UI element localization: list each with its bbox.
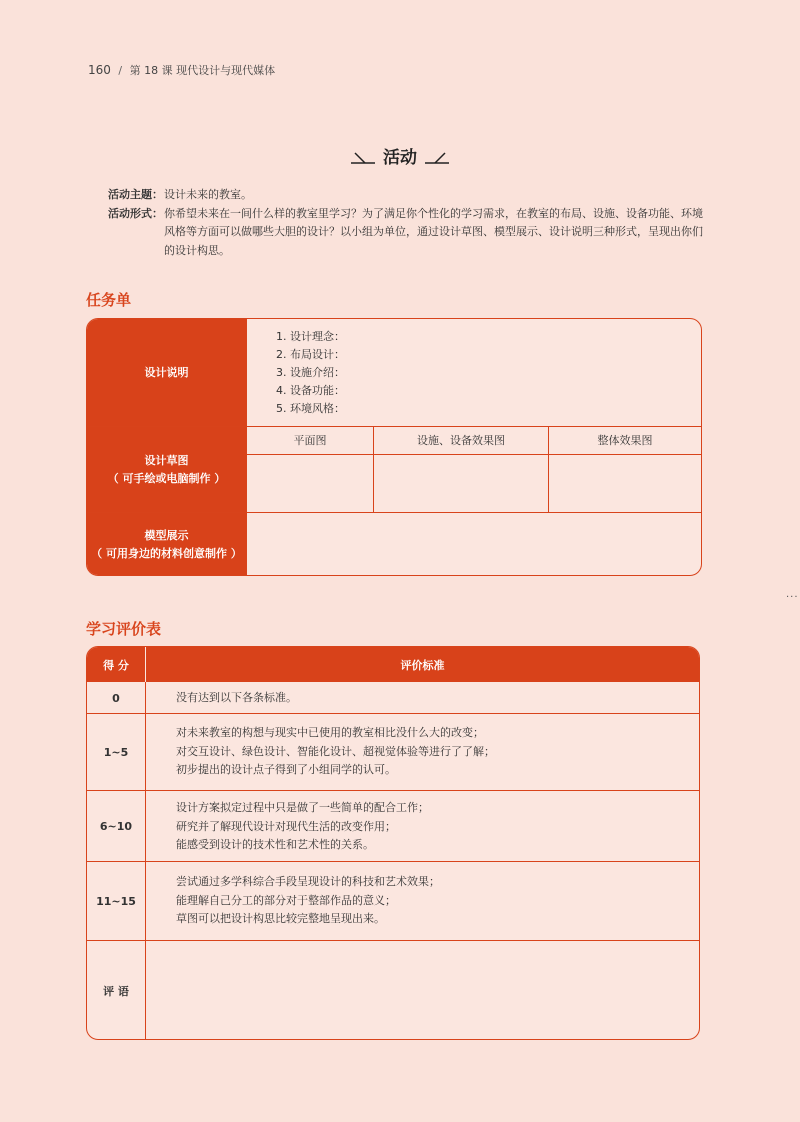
design-item: 4. 设备功能： [276, 384, 345, 397]
row-divider [87, 713, 699, 714]
task-label-design-sketch [87, 427, 246, 512]
criteria-line: 没有达到以下各条标准。 [176, 691, 297, 704]
sketch-column-header: 整体效果图 [597, 434, 653, 447]
sketch-column-header: 平面图 [293, 434, 327, 447]
criteria-line: 能感受到设计的技术性和艺术性的关系。 [176, 838, 374, 851]
left-slash-decoration-icon [349, 151, 377, 165]
activity-theme [108, 186, 706, 205]
row-divider [87, 861, 699, 862]
task-label-text: 设计草图 [144, 453, 189, 467]
score-cell: 6~10 [99, 819, 133, 833]
page-number: 160 [88, 63, 111, 77]
design-item: 2. 布局设计： [276, 348, 345, 361]
design-item: 5. 环境风格： [276, 402, 345, 415]
task-sheet-title: 任务单 [86, 291, 132, 309]
activity-form [108, 205, 706, 261]
criteria-cell [176, 873, 440, 929]
theme-label: 活动主题： [108, 188, 163, 201]
header-divider [145, 647, 146, 682]
task-label-sub: （ 可手绘或电脑制作 ） [107, 471, 226, 485]
criteria-line: 能理解自己分工的部分对于整部作品的意义； [176, 893, 396, 907]
form-label: 活动形式： [108, 206, 163, 220]
evaluation-title: 学习评价表 [86, 620, 162, 638]
column-header-divider [246, 454, 701, 455]
header-separator: / [118, 64, 123, 77]
evaluation-table [86, 646, 700, 1040]
row-divider [87, 512, 701, 513]
score-cell: 0 [112, 691, 120, 705]
task-label-sub: （ 可用身边的材料创意制作 ） [91, 547, 242, 560]
page-header [88, 62, 275, 78]
task-label-text: 设计说明 [144, 365, 189, 379]
form-text: 你希望未来在一间什么样的教室里学习？为了满足你个性化的学习需求，在教室的布局、设施、设备功能、环境风格等方面可以做哪些大胆的设计？以小组为单位，通过设计草图、模型展示、设计说明三种形式，呈现出你们的设计构思。 [164, 206, 703, 257]
criteria-cell [176, 724, 495, 780]
activity-intro [108, 186, 706, 260]
criteria-line: 草图可以把设计构思比较完整地呈现出来。 [176, 912, 385, 925]
criteria-line: 研究并了解现代设计对现代生活的改变作用； [176, 819, 396, 833]
criteria-line: 对未来教室的构想与现实中已使用的教室相比没什么大的改变； [176, 726, 484, 739]
design-item: 1. 设计理念： [276, 330, 345, 343]
task-sheet-table [86, 318, 702, 576]
right-slash-decoration-icon [423, 151, 451, 165]
row-divider [87, 940, 699, 941]
score-cell: 11~15 [96, 894, 136, 908]
comments-label: 评 语 [103, 985, 129, 998]
margin-mark: ··· [786, 592, 799, 603]
criteria-cell [176, 689, 297, 708]
sketch-column-header: 设施、设备效果图 [417, 434, 505, 447]
criteria-line: 尝试通过多学科综合手段呈现设计的科技和艺术效果； [176, 875, 440, 888]
criteria-line: 设计方案拟定过程中只是做了一些简单的配合工作； [176, 801, 429, 814]
criteria-line: 对交互设计、绿色设计、智能化设计、超视觉体验等进行了了解； [176, 744, 495, 758]
score-cell: 1~5 [103, 745, 129, 759]
score-column-header: 得 分 [103, 658, 129, 672]
criteria-column-header: 评价标准 [400, 658, 445, 672]
task-label-text: 模型展示 [144, 529, 189, 542]
task-label-model-display [87, 513, 246, 576]
criteria-line: 初步提出的设计点子得到了小组同学的认可。 [176, 763, 396, 776]
task-label-design-description [87, 319, 246, 426]
activity-heading [0, 143, 800, 168]
criteria-cell [176, 799, 429, 855]
design-item: 3. 设施介绍： [276, 366, 345, 379]
chapter-title: 第 18 课 现代设计与现代媒体 [129, 64, 276, 77]
row-divider [87, 790, 699, 791]
theme-text: 设计未来的教室。 [164, 188, 252, 201]
activity-title: 活动 [383, 148, 417, 168]
